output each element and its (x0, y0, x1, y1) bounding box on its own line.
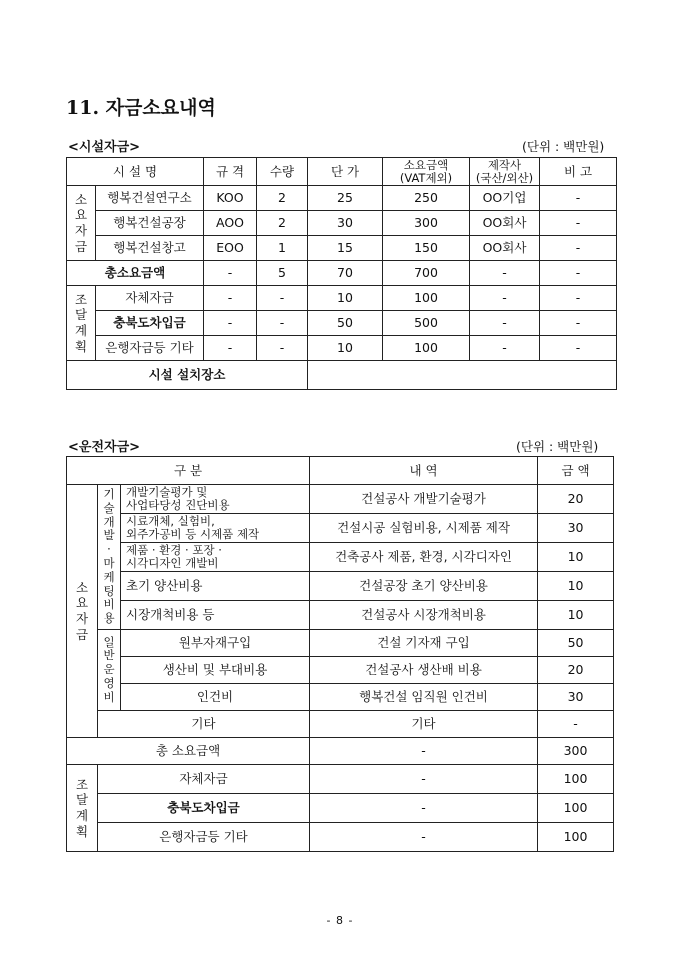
cell: - (310, 738, 538, 765)
table-row (67, 794, 614, 823)
cell: 15 (308, 236, 383, 261)
table-row (67, 336, 617, 361)
header-spec: 규 격 (204, 158, 257, 186)
cell: 100 (538, 794, 614, 823)
cell: KOO (204, 186, 257, 211)
total-label: 총소요금액 (67, 261, 204, 286)
cell: 10 (538, 601, 614, 630)
table-row (67, 601, 614, 630)
table-row (67, 211, 617, 236)
cell: 100 (383, 286, 470, 311)
cell: - (257, 286, 308, 311)
cell: 10 (538, 543, 614, 572)
cell: 건설공사 개발기술평가 (310, 485, 538, 514)
table-row (67, 543, 614, 572)
table-row (67, 186, 617, 211)
installation-place-value (308, 361, 617, 390)
table-row (67, 765, 614, 794)
header-facility-name: 시 설 명 (67, 158, 204, 186)
cell: 20 (538, 485, 614, 514)
table-row (67, 485, 614, 514)
cell: 30 (538, 684, 614, 711)
cell: 2 (257, 211, 308, 236)
general-operating-label: 일 반 운 영 비 (98, 630, 121, 711)
cell: 기타 (310, 711, 538, 738)
table-row (67, 236, 617, 261)
operating-subtitle: <운전자금> (68, 440, 141, 455)
cell: 충북도차입금 (96, 311, 204, 336)
header-details: 내 역 (310, 457, 538, 485)
cell: AOO (204, 211, 257, 236)
cell: 기타 (98, 711, 310, 738)
cell: 자체자금 (98, 765, 310, 794)
cell: 초기 양산비용 (121, 572, 310, 601)
cell: 2 (257, 186, 308, 211)
cell: 10 (308, 336, 383, 361)
cell: 50 (538, 630, 614, 657)
cell: 300 (538, 738, 614, 765)
header-amount: 금 액 (538, 457, 614, 485)
cell: 제품 · 환경 · 포장 · 시각디자인 개발비 (121, 543, 310, 572)
cell: OO회사 (470, 211, 540, 236)
cell: 700 (383, 261, 470, 286)
cell: 500 (383, 311, 470, 336)
cell: 건설공장 초기 양산비용 (310, 572, 538, 601)
cell: 시료개체, 실험비, 외주가공비 등 시제품 제작 (121, 514, 310, 543)
cell: 30 (308, 211, 383, 236)
cell: - (204, 286, 257, 311)
table-header-row (67, 158, 617, 186)
header-required-amount: 소요금액 (VAT제외) (383, 158, 470, 186)
required-funds-label: 소 요 자 금 (67, 186, 96, 261)
page-title: 11. 자금소요내역 (66, 97, 216, 119)
tech-marketing-label: 기 술 개 발 · 마 케 팅 비 용 (98, 485, 121, 630)
cell: 행복건설공장 (96, 211, 204, 236)
cell: - (540, 211, 617, 236)
cell: - (310, 765, 538, 794)
cell: - (540, 186, 617, 211)
cell: - (470, 311, 540, 336)
header-remarks: 비 고 (540, 158, 617, 186)
table-row (67, 572, 614, 601)
cell: - (310, 823, 538, 852)
cell: 30 (538, 514, 614, 543)
cell: 100 (538, 765, 614, 794)
table-row (67, 684, 614, 711)
page-number: - 8 - (326, 914, 354, 927)
total-row (67, 738, 614, 765)
cell: 1 (257, 236, 308, 261)
cell: - (204, 336, 257, 361)
cell: - (540, 336, 617, 361)
facility-subtitle: <시설자금> (68, 140, 141, 155)
cell: - (540, 286, 617, 311)
table-row (67, 823, 614, 852)
cell: - (470, 261, 540, 286)
cell: 300 (383, 211, 470, 236)
header-quantity: 수량 (257, 158, 308, 186)
cell: 개발기술평가 및 사업타당성 진단비용 (121, 485, 310, 514)
cell: 은행자금등 기타 (98, 823, 310, 852)
funding-plan-label: 조 달 계 획 (67, 765, 98, 852)
facility-unit: (단위 : 백만원) (522, 139, 605, 154)
cell: 50 (308, 311, 383, 336)
cell: OO기업 (470, 186, 540, 211)
cell: 건설공사 시장개척비용 (310, 601, 538, 630)
cell: 시장개척비용 등 (121, 601, 310, 630)
cell: 인건비 (121, 684, 310, 711)
operating-unit: (단위 : 백만원) (516, 439, 599, 454)
cell: OO회사 (470, 236, 540, 261)
operating-table (66, 456, 614, 852)
cell: - (470, 286, 540, 311)
cell: 10 (538, 572, 614, 601)
cell: 충북도차입금 (98, 794, 310, 823)
cell: - (540, 311, 617, 336)
cell: - (540, 261, 617, 286)
installation-place-row (67, 361, 617, 390)
cell: - (204, 311, 257, 336)
cell: 원부자재구입 (121, 630, 310, 657)
total-row (67, 261, 617, 286)
cell: 25 (308, 186, 383, 211)
header-category: 구 분 (67, 457, 310, 485)
cell: - (538, 711, 614, 738)
table-row (67, 630, 614, 657)
cell: 건설 기자재 구입 (310, 630, 538, 657)
cell: 건축공사 제품, 환경, 시각디자인 (310, 543, 538, 572)
cell: 자체자금 (96, 286, 204, 311)
funding-plan-label: 조 달 계 획 (67, 286, 96, 361)
table-row (67, 514, 614, 543)
cell: 20 (538, 657, 614, 684)
cell: 생산비 및 부대비용 (121, 657, 310, 684)
cell: - (204, 261, 257, 286)
cell: EOO (204, 236, 257, 261)
cell: 행복건설연구소 (96, 186, 204, 211)
table-row (67, 657, 614, 684)
cell: - (257, 311, 308, 336)
cell: 10 (308, 286, 383, 311)
cell: 150 (383, 236, 470, 261)
cell: 행복건설 임직원 인건비 (310, 684, 538, 711)
cell: - (310, 794, 538, 823)
cell: 100 (383, 336, 470, 361)
required-funds-label: 소 요 자 금 (67, 485, 98, 738)
header-unit-price: 단 가 (308, 158, 383, 186)
table-row (67, 711, 614, 738)
cell: - (257, 336, 308, 361)
table-row (67, 311, 617, 336)
cell: 건설공사 생산배 비용 (310, 657, 538, 684)
cell: 5 (257, 261, 308, 286)
facility-table (66, 157, 617, 390)
cell: 70 (308, 261, 383, 286)
table-row (67, 286, 617, 311)
cell: - (540, 236, 617, 261)
header-manufacturer: 제작사 (국산/외산) (470, 158, 540, 186)
cell: 은행자금등 기타 (96, 336, 204, 361)
total-label: 총 소요금액 (67, 738, 310, 765)
cell: 행복건설창고 (96, 236, 204, 261)
cell: 250 (383, 186, 470, 211)
table-header-row (67, 457, 614, 485)
cell: 100 (538, 823, 614, 852)
installation-place-label: 시설 설치장소 (67, 361, 308, 390)
cell: 건설시공 실험비용, 시제품 제작 (310, 514, 538, 543)
cell: - (470, 336, 540, 361)
